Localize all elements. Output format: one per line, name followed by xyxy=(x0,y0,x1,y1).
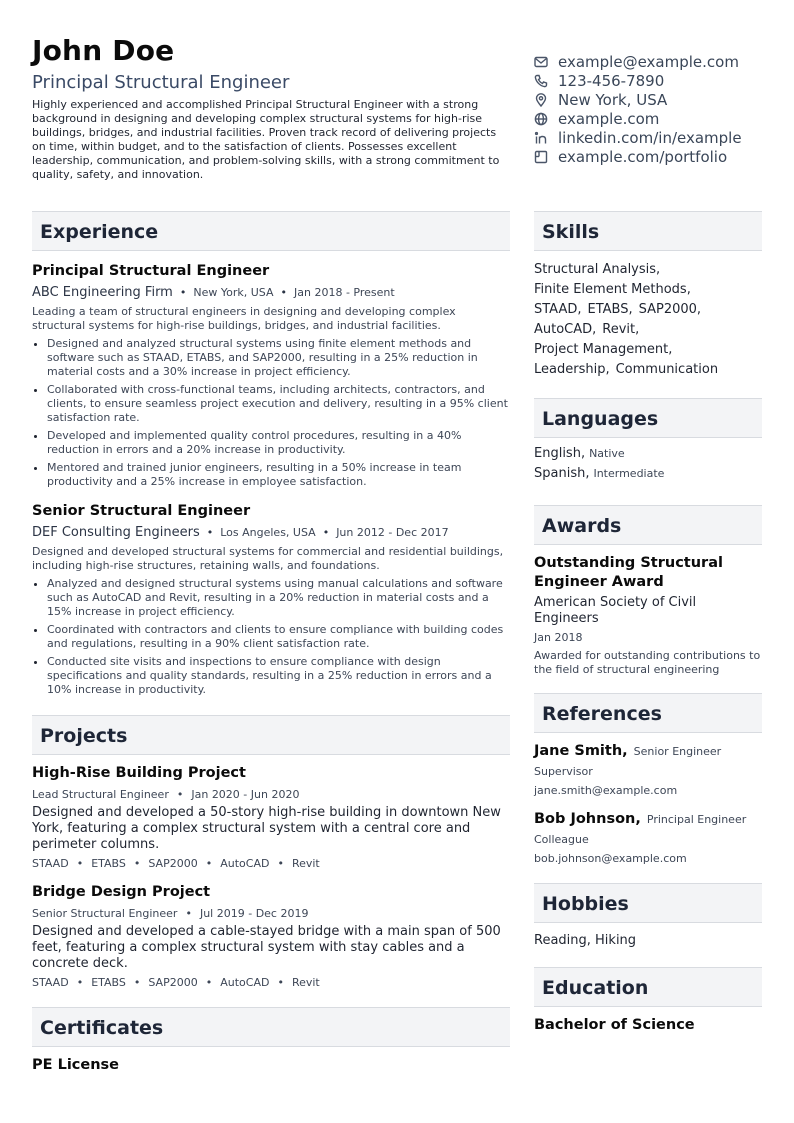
award-item xyxy=(534,554,762,677)
contact-linkedin[interactable] xyxy=(534,128,764,147)
award-title: Outstanding Structural Engineer Award xyxy=(534,555,723,590)
left-column xyxy=(32,211,510,1073)
list-item: • Designed and analyzed structural systems using finite element methods and software such as STAAD, ETABS, and SAP2000, resulting in a 25% reduction in material costs and a 30% increase in project efficiency. xyxy=(47,337,510,379)
skill-item: AutoCAD, xyxy=(534,322,597,337)
skill-item: Structural Analysis, xyxy=(534,262,661,277)
experience-heading: Experience xyxy=(32,211,510,251)
reference-item xyxy=(534,743,762,797)
award-org: American Society of Civil Engineers xyxy=(534,595,697,626)
separator-dot: • xyxy=(205,976,213,989)
globe-icon xyxy=(534,112,548,126)
skill-item: Communication xyxy=(615,362,719,377)
separator-dot: • xyxy=(133,976,141,989)
job-location: Los Angeles, USA xyxy=(220,526,316,539)
language-level: Native xyxy=(589,447,625,460)
tag: STAAD xyxy=(32,976,69,989)
skill-item: Revit, xyxy=(602,322,640,337)
tag: ETABS xyxy=(91,976,126,989)
projects-heading: Projects xyxy=(32,715,510,755)
separator-dot: • xyxy=(76,976,84,989)
hobbies-heading: Hobbies xyxy=(534,883,762,923)
location-pin-icon xyxy=(534,93,548,107)
reference-relation: Supervisor xyxy=(534,765,593,778)
contact-phone-text: 123-456-7890 xyxy=(558,71,665,90)
award-date: Jan 2018 xyxy=(534,631,583,644)
job-location: New York, USA xyxy=(193,286,274,299)
reference-relation: Colleague xyxy=(534,833,589,846)
skills-heading: Skills xyxy=(534,211,762,251)
portfolio-icon xyxy=(534,150,548,164)
separator-dot: • xyxy=(76,857,84,870)
tag: ETABS xyxy=(91,857,126,870)
reference-item xyxy=(534,811,762,865)
mail-icon xyxy=(534,55,548,69)
reference-name-text: Bob Johnson, xyxy=(534,811,641,827)
project-role: Senior Structural Engineer xyxy=(32,907,178,920)
contact-phone[interactable] xyxy=(534,71,764,90)
separator-dot: • xyxy=(280,286,287,299)
tag: AutoCAD xyxy=(220,857,270,870)
list-item: • Mentored and trained junior engineers, resulting in a 50% increase in team productivity and a 25% increase in employee satisfaction. xyxy=(47,461,510,489)
separator-dot: • xyxy=(176,788,184,801)
certificates-heading: Certificates xyxy=(32,1007,510,1047)
contact-portfolio[interactable] xyxy=(534,147,764,166)
separator-dot: • xyxy=(206,526,214,539)
company: ABC Engineering Firm xyxy=(32,285,173,300)
award-description: Awarded for outstanding contributions to the field of structural engineering xyxy=(534,649,761,676)
references-heading: References xyxy=(534,693,762,733)
list-item: • Analyzed and designed structural systems using manual calculations and software such as AutoCAD and Revit, resulting in a 20% reduction in material costs and a 15% increase in project efficiency. xyxy=(47,577,510,619)
project-tags xyxy=(32,976,510,989)
candidate-name: John Doe xyxy=(32,34,175,67)
reference-name xyxy=(534,743,762,759)
job-dates: Jun 2012 - Dec 2017 xyxy=(336,526,449,539)
candidate-title: Principal Structural Engineer xyxy=(32,72,290,93)
skills-list xyxy=(534,260,762,380)
language-name: English, xyxy=(534,446,586,461)
project-title: Bridge Design Project xyxy=(32,884,211,900)
language-item xyxy=(534,446,762,466)
awards-heading: Awards xyxy=(534,505,762,545)
skill-item: Project Management, xyxy=(534,342,673,357)
list-item: • Developed and implemented quality control procedures, resulting in a 40% reduction in errors and a 20% increase in productivity. xyxy=(47,429,510,457)
project-title: High-Rise Building Project xyxy=(32,765,246,781)
skill-item: SAP2000, xyxy=(638,302,702,317)
project-description: Designed and developed a 50-story high-rise building in downtown New York, featuring a complex structural system with a central core and perimeter columns. xyxy=(32,805,501,852)
job-title: Principal Structural Engineer xyxy=(32,263,270,279)
contact-email-text: example@example.com xyxy=(558,52,739,71)
phone-icon xyxy=(534,74,548,88)
tag: STAAD xyxy=(32,857,69,870)
skill-item: Finite Element Methods, xyxy=(534,282,691,297)
skill-item: ETABS, xyxy=(587,302,633,317)
certificate-item: PE License xyxy=(32,1057,120,1073)
project-dates: Jan 2020 - Jun 2020 xyxy=(191,788,300,801)
separator-dot: • xyxy=(179,286,187,299)
reference-name-text: Jane Smith, xyxy=(534,743,628,759)
list-item: • Conducted site visits and inspections to ensure compliance with design specifications and quality standards, resulting in a 25% reduction in errors and a 10% increase in productivity. xyxy=(47,655,510,697)
reference-name xyxy=(534,811,762,827)
education-heading: Education xyxy=(534,967,762,1007)
job-description: Leading a team of structural engineers in designing and developing complex structural systems for high-rise buildings, bridges, and industrial facilities. xyxy=(32,305,456,332)
contact-location xyxy=(534,90,764,109)
contact-website[interactable] xyxy=(534,109,764,128)
contact-location-text: New York, USA xyxy=(558,90,668,109)
project-meta xyxy=(32,788,510,801)
project-dates: Jul 2019 - Dec 2019 xyxy=(199,907,309,920)
separator-dot: • xyxy=(277,976,284,989)
project-description: Designed and developed a cable-stayed bridge with a main span of 500 feet, featuring a complex structural system with stay cables and a concrete deck. xyxy=(32,924,501,971)
job-meta xyxy=(32,285,510,300)
job-bullets xyxy=(32,577,510,697)
contact-list xyxy=(534,52,764,166)
right-column xyxy=(534,211,762,1033)
tag: Revit xyxy=(291,857,320,870)
company: DEF Consulting Engineers xyxy=(32,525,200,540)
project-role: Lead Structural Engineer xyxy=(32,788,169,801)
tag: SAP2000 xyxy=(148,857,198,870)
job-meta xyxy=(32,525,510,540)
language-item xyxy=(534,466,762,486)
job-title: Senior Structural Engineer xyxy=(32,503,251,519)
separator-dot: • xyxy=(205,857,213,870)
experience-item xyxy=(32,503,510,697)
tag: Revit xyxy=(291,976,320,989)
contact-linkedin-text: linkedin.com/in/example xyxy=(558,128,742,147)
tag: AutoCAD xyxy=(220,976,270,989)
list-item: • Coordinated with contractors and clients to ensure compliance with building codes and regulations, resulting in a 90% client satisfaction rate. xyxy=(47,623,510,651)
project-tags xyxy=(32,857,510,870)
job-bullets xyxy=(32,337,510,489)
languages-heading: Languages xyxy=(534,398,762,438)
project-item xyxy=(32,765,510,870)
linkedin-icon xyxy=(534,131,548,145)
separator-dot: • xyxy=(133,857,141,870)
hobbies-list: Reading, Hiking xyxy=(534,933,637,948)
contact-website-text: example.com xyxy=(558,109,660,128)
contact-email[interactable] xyxy=(534,52,764,71)
skill-item: Leadership, xyxy=(534,362,610,377)
skill-item: STAAD, xyxy=(534,302,582,317)
education-item: Bachelor of Science xyxy=(534,1017,695,1033)
separator-dot: • xyxy=(322,526,330,539)
tag: SAP2000 xyxy=(148,976,198,989)
project-item xyxy=(32,884,510,989)
project-meta xyxy=(32,907,510,920)
resume-page xyxy=(32,0,762,1123)
experience-item xyxy=(32,263,510,489)
summary: Highly experienced and accomplished Principal Structural Engineer with a strong background in designing and developing complex structural systems for high-rise buildings, bridges, and industrial facilities. Proven track record of delivering projects on time, within budget, and to the satisfaction of clients. Possesses excellent leadership, communication, and problem-solving skills, with a strong commitment to quality, safety, and innovation. xyxy=(32,98,500,181)
language-name: Spanish, xyxy=(534,466,590,481)
reference-position: Principal Engineer xyxy=(646,813,747,826)
separator-dot: • xyxy=(185,907,192,920)
reference-position: Senior Engineer xyxy=(633,745,722,758)
separator-dot: • xyxy=(277,857,284,870)
job-description: Designed and developed structural systems for commercial and residential buildings, including high-rise structures, retaining walls, and foundations. xyxy=(32,545,504,572)
reference-email[interactable]: bob.johnson@example.com xyxy=(534,852,687,865)
language-level: Intermediate xyxy=(593,467,665,480)
job-dates: Jan 2018 - Present xyxy=(294,286,395,299)
list-item: • Collaborated with cross-functional teams, including architects, contractors, and clients, to ensure seamless project execution and delivery, resulting in a 95% client satisfaction rate. xyxy=(47,383,510,425)
reference-email[interactable]: jane.smith@example.com xyxy=(534,784,678,797)
contact-portfolio-text: example.com/portfolio xyxy=(558,147,728,166)
